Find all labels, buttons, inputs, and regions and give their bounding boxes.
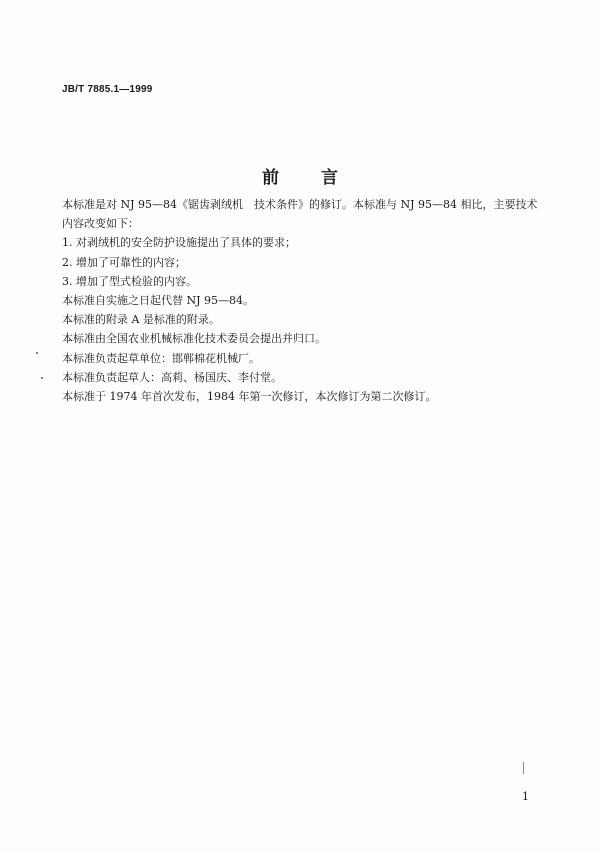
paragraph-intro: 本标准是对 NJ 95—84《锯齿剥绒机 技术条件》的修订。本标准与 NJ 95—84 相比，主要技术内容改变如下：: [62, 198, 538, 231]
list-item-2: 2. 增加了可靠性的内容；: [62, 255, 186, 269]
scan-mark: [523, 762, 524, 774]
paragraph-proposer: 本标准由全国农业机械标准化技术委员会提出并归口。: [62, 332, 326, 346]
list-item-3: 3. 增加了型式检验的内容。: [62, 274, 197, 288]
paragraph-annex: 本标准的附录 A 是标准的附录。: [62, 313, 220, 327]
page-title: 前 言: [262, 168, 356, 188]
standard-code: JB/T 7885.1—1999: [62, 84, 153, 95]
scan-speck: [36, 352, 38, 354]
paragraph-replacement: 本标准自实施之日起代替 NJ 95—84。: [62, 294, 255, 308]
page-number: 1: [522, 790, 529, 803]
paragraph-drafters: 本标准负责起草人：高莉、杨国庆、李付堂。: [62, 370, 282, 384]
scan-speck: [41, 377, 43, 379]
list-item-1: 1. 对剥绒机的安全防护设施提出了具体的要求；: [62, 236, 296, 250]
paragraph-drafting-unit: 本标准负责起草单位：邯郸棉花机械厂。: [62, 351, 260, 365]
document-body: [62, 195, 544, 406]
paragraph-history: 本标准于 1974 年首次发布，1984 年第一次修订，本次修订为第二次修订。: [62, 390, 437, 404]
